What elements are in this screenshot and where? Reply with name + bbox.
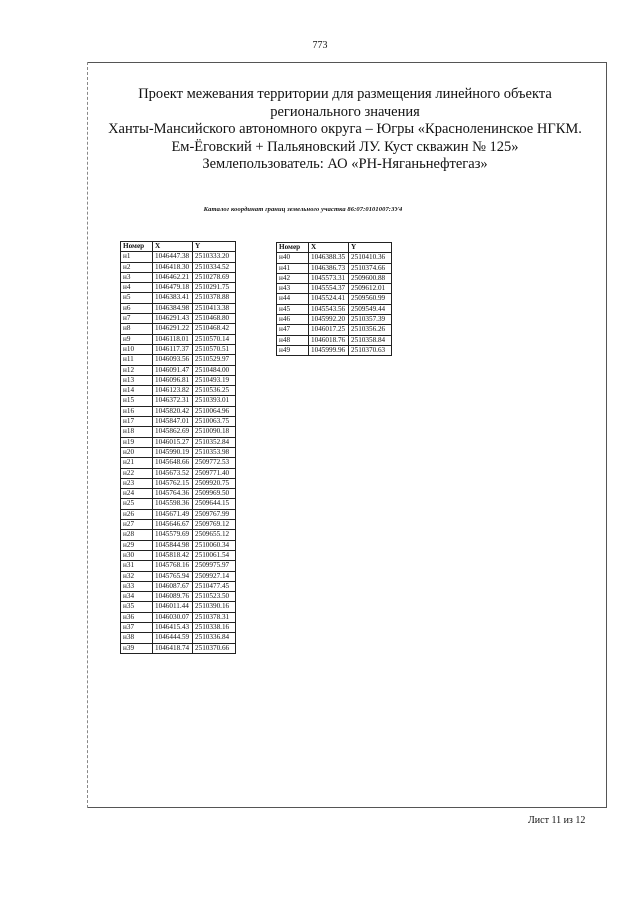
point-number-cell: н33: [121, 581, 153, 591]
y-coordinate-cell: 2509772.53: [193, 458, 236, 468]
table-row: [121, 499, 236, 509]
point-number-cell: н10: [121, 344, 153, 354]
table-row: [121, 592, 236, 602]
table-row: [277, 325, 392, 335]
header-x: X: [153, 242, 193, 252]
table-row: [121, 612, 236, 622]
y-coordinate-cell: 2510477.45: [193, 581, 236, 591]
x-coordinate-cell: 1046383.41: [153, 293, 193, 303]
table-row: [121, 396, 236, 406]
coordinates-table-left: [120, 241, 236, 654]
y-coordinate-cell: 2510338.16: [193, 622, 236, 632]
x-coordinate-cell: 1046123.82: [153, 386, 193, 396]
x-coordinate-cell: 1045990.19: [153, 447, 193, 457]
table-row: [121, 272, 236, 282]
x-coordinate-cell: 1045554.37: [309, 284, 349, 294]
point-number-cell: н18: [121, 427, 153, 437]
y-coordinate-cell: 2510374.66: [349, 263, 392, 273]
x-coordinate-cell: 1045764.36: [153, 489, 193, 499]
table-row: [121, 530, 236, 540]
y-coordinate-cell: 2510536.25: [193, 386, 236, 396]
x-coordinate-cell: 1045543.56: [309, 304, 349, 314]
y-coordinate-cell: 2509927.14: [193, 571, 236, 581]
page-number: 773: [312, 40, 328, 51]
x-coordinate-cell: 1046087.67: [153, 581, 193, 591]
table-row: [121, 334, 236, 344]
point-number-cell: н44: [277, 294, 309, 304]
point-number-cell: н12: [121, 365, 153, 375]
y-coordinate-cell: 2510378.88: [193, 293, 236, 303]
y-coordinate-cell: 2510063.75: [193, 417, 236, 427]
table-row: [277, 335, 392, 345]
x-coordinate-cell: 1045671.49: [153, 509, 193, 519]
point-number-cell: н22: [121, 468, 153, 478]
page-frame-left-edge: [87, 62, 88, 808]
x-coordinate-cell: 1046388.35: [309, 253, 349, 263]
point-number-cell: н24: [121, 489, 153, 499]
y-coordinate-cell: 2510370.66: [193, 643, 236, 653]
y-coordinate-cell: 2509771.40: [193, 468, 236, 478]
y-coordinate-cell: 2510278.69: [193, 272, 236, 282]
y-coordinate-cell: 2510370.63: [349, 345, 392, 355]
y-coordinate-cell: 2510410.36: [349, 253, 392, 263]
x-coordinate-cell: 1045765.94: [153, 571, 193, 581]
y-coordinate-cell: 2510336.84: [193, 633, 236, 643]
table-row: [121, 355, 236, 365]
x-coordinate-cell: 1046418.74: [153, 643, 193, 653]
x-coordinate-cell: 1045818.42: [153, 550, 193, 560]
table-row: [277, 253, 392, 263]
x-coordinate-cell: 1046372.31: [153, 396, 193, 406]
table-row: [121, 520, 236, 530]
y-coordinate-cell: 2510378.31: [193, 612, 236, 622]
x-coordinate-cell: 1045673.52: [153, 468, 193, 478]
table-row: [121, 324, 236, 334]
table-row: [121, 458, 236, 468]
y-coordinate-cell: 2509920.75: [193, 478, 236, 488]
table-row: [121, 561, 236, 571]
x-coordinate-cell: 1046093.56: [153, 355, 193, 365]
point-number-cell: н5: [121, 293, 153, 303]
table-row: [121, 293, 236, 303]
table-row: [277, 284, 392, 294]
table-row: [121, 417, 236, 427]
y-coordinate-cell: 2510064.96: [193, 406, 236, 416]
y-coordinate-cell: 2509600.88: [349, 273, 392, 283]
header-number: Номер: [121, 242, 153, 252]
coordinates-table-right: [276, 242, 392, 356]
x-coordinate-cell: 1045992.20: [309, 315, 349, 325]
table-row: [121, 262, 236, 272]
y-coordinate-cell: 2510484.00: [193, 365, 236, 375]
x-coordinate-cell: 1045768.16: [153, 561, 193, 571]
y-coordinate-cell: 2509655.12: [193, 530, 236, 540]
table-row: [121, 447, 236, 457]
table-row: [121, 344, 236, 354]
x-coordinate-cell: 1046089.76: [153, 592, 193, 602]
table-row: [277, 263, 392, 273]
y-coordinate-cell: 2510493.19: [193, 375, 236, 385]
point-number-cell: н4: [121, 283, 153, 293]
point-number-cell: н31: [121, 561, 153, 571]
table-row: [121, 468, 236, 478]
y-coordinate-cell: 2509644.15: [193, 499, 236, 509]
table-row: [277, 273, 392, 283]
table-row: [121, 581, 236, 591]
point-number-cell: н36: [121, 612, 153, 622]
x-coordinate-cell: 1045598.36: [153, 499, 193, 509]
point-number-cell: н16: [121, 406, 153, 416]
y-coordinate-cell: 2510061.54: [193, 550, 236, 560]
y-coordinate-cell: 2510570.14: [193, 334, 236, 344]
table-row: [121, 643, 236, 653]
x-coordinate-cell: 1045844.98: [153, 540, 193, 550]
x-coordinate-cell: 1045524.41: [309, 294, 349, 304]
y-coordinate-cell: 2509969.50: [193, 489, 236, 499]
point-number-cell: н42: [277, 273, 309, 283]
point-number-cell: н11: [121, 355, 153, 365]
point-number-cell: н2: [121, 262, 153, 272]
x-coordinate-cell: 1046291.43: [153, 314, 193, 324]
x-coordinate-cell: 1046415.43: [153, 622, 193, 632]
x-coordinate-cell: 1046291.22: [153, 324, 193, 334]
title-line: Ем-Ёговский + Пальяновский ЛУ. Куст скважин № 125»: [171, 138, 519, 155]
table-row: [121, 365, 236, 375]
y-coordinate-cell: 2510060.34: [193, 540, 236, 550]
x-coordinate-cell: 1045579.69: [153, 530, 193, 540]
point-number-cell: н28: [121, 530, 153, 540]
table-row: [277, 304, 392, 314]
y-coordinate-cell: 2510334.52: [193, 262, 236, 272]
y-coordinate-cell: 2510393.01: [193, 396, 236, 406]
table-row: [121, 478, 236, 488]
x-coordinate-cell: 1046384.98: [153, 303, 193, 313]
x-coordinate-cell: 1045573.31: [309, 273, 349, 283]
table-row: [121, 406, 236, 416]
y-coordinate-cell: 2509975.97: [193, 561, 236, 571]
table-row: [121, 437, 236, 447]
point-number-cell: н23: [121, 478, 153, 488]
point-number-cell: н45: [277, 304, 309, 314]
point-number-cell: н15: [121, 396, 153, 406]
y-coordinate-cell: 2509549.44: [349, 304, 392, 314]
point-number-cell: н35: [121, 602, 153, 612]
point-number-cell: н41: [277, 263, 309, 273]
x-coordinate-cell: 1046479.18: [153, 283, 193, 293]
y-coordinate-cell: 2509560.99: [349, 294, 392, 304]
table-header-row: [121, 242, 236, 252]
table-row: [121, 283, 236, 293]
x-coordinate-cell: 1045862.69: [153, 427, 193, 437]
point-number-cell: н25: [121, 499, 153, 509]
header-y: Y: [349, 243, 392, 253]
x-coordinate-cell: 1046462.21: [153, 272, 193, 282]
point-number-cell: н19: [121, 437, 153, 447]
y-coordinate-cell: 2510529.97: [193, 355, 236, 365]
table-row: [121, 540, 236, 550]
point-number-cell: н46: [277, 315, 309, 325]
y-coordinate-cell: 2510570.51: [193, 344, 236, 354]
point-number-cell: н9: [121, 334, 153, 344]
table-caption: Каталог координат границ земельного участка 86:07:0101007:ЗУ4: [203, 206, 403, 213]
x-coordinate-cell: 1046096.81: [153, 375, 193, 385]
table-row: [121, 303, 236, 313]
table-row: [121, 622, 236, 632]
header-x: X: [309, 243, 349, 253]
y-coordinate-cell: 2510353.98: [193, 447, 236, 457]
x-coordinate-cell: 1046444.59: [153, 633, 193, 643]
x-coordinate-cell: 1045847.01: [153, 417, 193, 427]
point-number-cell: н1: [121, 252, 153, 262]
x-coordinate-cell: 1046117.37: [153, 344, 193, 354]
title-line: Ханты-Мансийского автономного округа – Югры «Красноленинское НГКМ.: [108, 121, 582, 137]
y-coordinate-cell: 2510358.84: [349, 335, 392, 345]
y-coordinate-cell: 2510390.16: [193, 602, 236, 612]
point-number-cell: н30: [121, 550, 153, 560]
x-coordinate-cell: 1046030.07: [153, 612, 193, 622]
point-number-cell: н6: [121, 303, 153, 313]
x-coordinate-cell: 1046091.47: [153, 365, 193, 375]
point-number-cell: н48: [277, 335, 309, 345]
point-number-cell: н20: [121, 447, 153, 457]
table-row: [121, 550, 236, 560]
header-number: Номер: [277, 243, 309, 253]
y-coordinate-cell: 2510468.42: [193, 324, 236, 334]
point-number-cell: н26: [121, 509, 153, 519]
table-row: [121, 252, 236, 262]
x-coordinate-cell: 1045648.66: [153, 458, 193, 468]
point-number-cell: н7: [121, 314, 153, 324]
x-coordinate-cell: 1045762.15: [153, 478, 193, 488]
x-coordinate-cell: 1046118.01: [153, 334, 193, 344]
point-number-cell: н39: [121, 643, 153, 653]
point-number-cell: н40: [277, 253, 309, 263]
y-coordinate-cell: 2510523.50: [193, 592, 236, 602]
table-row: [121, 375, 236, 385]
x-coordinate-cell: 1045820.42: [153, 406, 193, 416]
point-number-cell: н17: [121, 417, 153, 427]
y-coordinate-cell: 2510333.20: [193, 252, 236, 262]
point-number-cell: н43: [277, 284, 309, 294]
point-number-cell: н34: [121, 592, 153, 602]
point-number-cell: н49: [277, 345, 309, 355]
table-row: [121, 427, 236, 437]
table-row: [277, 345, 392, 355]
y-coordinate-cell: 2509769.12: [193, 520, 236, 530]
header-y: Y: [193, 242, 236, 252]
point-number-cell: н47: [277, 325, 309, 335]
table-row: [121, 602, 236, 612]
y-coordinate-cell: 2510468.80: [193, 314, 236, 324]
x-coordinate-cell: 1046011.44: [153, 602, 193, 612]
x-coordinate-cell: 1045646.67: [153, 520, 193, 530]
y-coordinate-cell: 2510356.26: [349, 325, 392, 335]
table-row: [121, 571, 236, 581]
title-line: регионального значения: [270, 103, 420, 120]
y-coordinate-cell: 2510352.84: [193, 437, 236, 447]
point-number-cell: н29: [121, 540, 153, 550]
x-coordinate-cell: 1046015.27: [153, 437, 193, 447]
point-number-cell: н3: [121, 272, 153, 282]
sheet-counter: Лист 11 из 12: [528, 815, 586, 826]
y-coordinate-cell: 2510357.39: [349, 315, 392, 325]
point-number-cell: н32: [121, 571, 153, 581]
table-row: [121, 386, 236, 396]
title-line: Проект межевания территории для размещения линейного объекта: [138, 86, 552, 102]
x-coordinate-cell: 1046447.38: [153, 252, 193, 262]
table-row: [121, 509, 236, 519]
point-number-cell: н8: [121, 324, 153, 334]
table-row: [121, 489, 236, 499]
table-row: [277, 315, 392, 325]
y-coordinate-cell: 2509767.99: [193, 509, 236, 519]
y-coordinate-cell: 2509612.01: [349, 284, 392, 294]
x-coordinate-cell: 1046418.30: [153, 262, 193, 272]
x-coordinate-cell: 1046018.76: [309, 335, 349, 345]
point-number-cell: н37: [121, 622, 153, 632]
y-coordinate-cell: 2510090.18: [193, 427, 236, 437]
x-coordinate-cell: 1046017.25: [309, 325, 349, 335]
point-number-cell: н14: [121, 386, 153, 396]
point-number-cell: н13: [121, 375, 153, 385]
table-row: [121, 633, 236, 643]
table-row: [277, 294, 392, 304]
document-title: [100, 86, 590, 174]
x-coordinate-cell: 1045999.96: [309, 345, 349, 355]
table-header-row: [277, 243, 392, 253]
x-coordinate-cell: 1046386.73: [309, 263, 349, 273]
title-line: Землепользователь: АО «РН-Няганьнефтегаз»: [202, 156, 488, 172]
table-row: [121, 314, 236, 324]
point-number-cell: н27: [121, 520, 153, 530]
y-coordinate-cell: 2510291.75: [193, 283, 236, 293]
point-number-cell: н21: [121, 458, 153, 468]
point-number-cell: н38: [121, 633, 153, 643]
y-coordinate-cell: 2510413.38: [193, 303, 236, 313]
